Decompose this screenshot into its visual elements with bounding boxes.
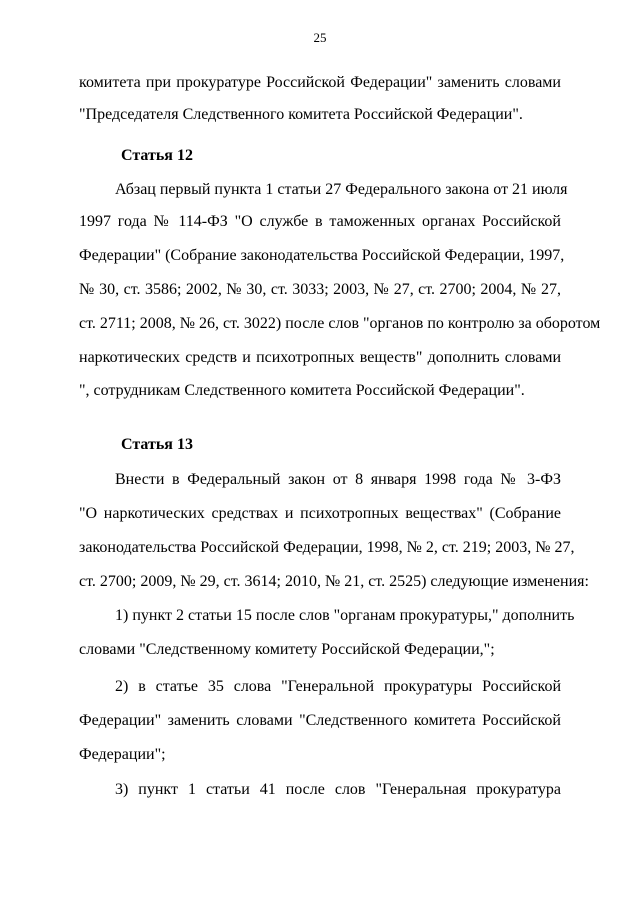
- paragraph-line: законодательства Российской Федерации, 1998, № 2, ст. 219; 2003, № 27,: [79, 539, 575, 556]
- paragraph-line: 1997 года № 114-ФЗ "О службе в таможенных органах Российской: [79, 213, 561, 230]
- paragraph-line: ", сотрудникам Следственного комитета Российской Федерации".: [79, 382, 525, 399]
- paragraph-line: ст. 2700; 2009, № 29, ст. 3614; 2010, № 21, ст. 2525) следующие изменения:: [79, 573, 589, 590]
- paragraph-line: Внести в Федеральный закон от 8 января 1998 года № 3-ФЗ: [115, 471, 561, 488]
- paragraph-line: Федерации" (Собрание законодательства Российской Федерации, 1997,: [79, 247, 565, 264]
- list-item-2-line: 2) в статье 35 слова "Генеральной прокуратуры Российской: [115, 678, 561, 695]
- paragraph-line: наркотических средств и психотропных веществ" дополнить словами: [79, 349, 561, 366]
- article-13-heading: Статья 13: [121, 436, 193, 453]
- paragraph-line: "О наркотических средствах и психотропных веществах" (Собрание: [79, 505, 561, 522]
- list-item-2-line: Федерации";: [79, 746, 166, 763]
- page-number: 25: [313, 30, 327, 45]
- paragraph-line: ст. 2711; 2008, № 26, ст. 3022) после слов "органов по контролю за оборотом: [79, 315, 601, 332]
- list-item-1-line: словами "Следственному комитету Российской Федерации,";: [79, 641, 495, 658]
- article-12-heading: Статья 12: [121, 147, 193, 164]
- paragraph-line: Абзац первый пункта 1 статьи 27 Федерального закона от 21 июля: [115, 181, 568, 198]
- list-item-2-line: Федерации" заменить словами "Следственного комитета Российской: [79, 712, 561, 729]
- paragraph-line: "Председателя Следственного комитета Российской Федерации".: [79, 106, 523, 123]
- paragraph-line: комитета при прокуратуре Российской Федерации" заменить словами: [79, 74, 561, 91]
- list-item-3-line: 3) пункт 1 статьи 41 после слов "Генеральная прокуратура: [115, 781, 561, 798]
- paragraph-line: № 30, ст. 3586; 2002, № 30, ст. 3033; 2003, № 27, ст. 2700; 2004, № 27,: [79, 281, 561, 298]
- list-item-1-line: 1) пункт 2 статьи 15 после слов "органам прокуратуры," дополнить: [115, 607, 575, 624]
